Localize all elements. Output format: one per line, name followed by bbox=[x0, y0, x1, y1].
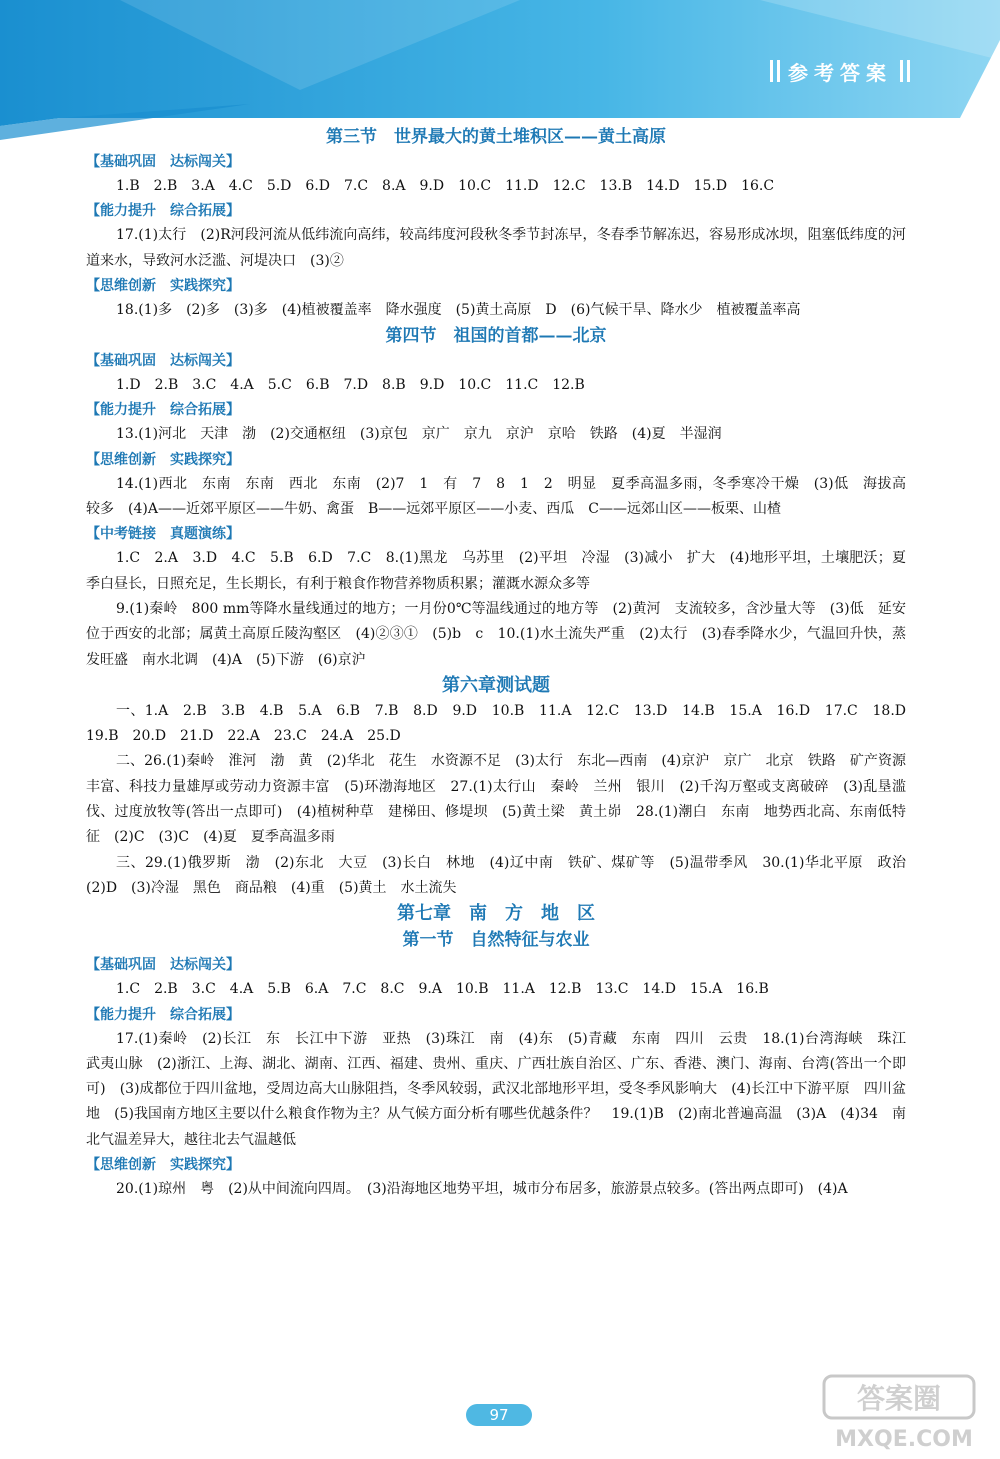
left-bar-icon bbox=[777, 60, 780, 82]
answer-content bbox=[86, 124, 920, 1202]
right-bar-icon bbox=[907, 60, 910, 82]
answer-paragraph: 三、29.(1)俄罗斯 渤 (2)东北 大豆 (3)长白 林地 (4)辽中南 铁矿、煤矿等 (5)温带季风 30.(1)华北平原 政治 (2)D (3)冷湿 黑色 商品粮 (4)重 (5)黄土 水土流失 bbox=[86, 854, 920, 896]
left-bar-icon bbox=[770, 60, 773, 82]
answer-paragraph: 一、1.A 2.B 3.B 4.B 5.A 6.B 7.B 8.D 9.D 10.B 11.A 12.C 13.D 14.B 15.A 16.D 17.C 18.D 19.B 20.D 21.D 22.A 23.C 24.A 25.D bbox=[86, 702, 920, 745]
category-tag: 【基础巩固 达标闯关】 bbox=[86, 957, 240, 974]
section-heading: 第三节 世界最大的黄土堆积区——黄土高原 bbox=[326, 127, 666, 147]
section-heading: 第一节 自然特征与农业 bbox=[402, 930, 590, 951]
chapter-heading: 第七章 南 方 地 区 bbox=[397, 903, 595, 925]
answer-paragraph: 17.(1)太行 (2)R河段河流从低纬流向高纬，较高纬度河段秋冬季节封冻早，冬春季节解冻迟，容易形成冰坝，阻塞低纬度的河道来水，导致河水泛滥、河堤决口 (3)② bbox=[86, 227, 906, 269]
answer-paragraph: 二、26.(1)秦岭 淮河 渤 黄 (2)华北 花生 水资源不足 (3)太行 东北—西南 (4)京沪 京广 北京 铁路 矿产资源丰富、科技力量雄厚或劳动力资源丰富 (5)环渤海地区 27.(1)太行山 秦岭 兰州 银川 (2)千沟万壑或支离破碎 (3)乱垦滥伐、过度放牧等(答出一点即可) (4)植树种草 建梯田、修堤坝 (5)黄土梁 黄土峁 28.(1)潮白 东南 地势西北高、东南低特征 (2)C (3)C (4)夏 夏季高温多雨 bbox=[86, 753, 906, 846]
answer-paragraph: 1.C 2.B 3.C 4.A 5.B 6.A 7.C 8.C 9.A 10.B 11.A 12.B 13.C 14.D 15.A 16.B bbox=[116, 981, 769, 998]
category-tag: 【中考链接 真题演练】 bbox=[86, 526, 240, 543]
answer-paragraph: 1.B 2.B 3.A 4.C 5.D 6.D 7.C 8.A 9.D 10.C 11.D 12.C 13.B 14.D 15.D 16.C bbox=[116, 178, 775, 194]
answer-paragraph: 18.(1)多 (2)多 (3)多 (4)植被覆盖率 降水强度 (5)黄土高原 D (6)气候干旱、降水少 植被覆盖率高 bbox=[116, 301, 801, 318]
chapter-test-heading: 第六章测试题 bbox=[442, 674, 550, 696]
answer-paragraph: 20.(1)琼州 粤 (2)从中间流向四周。 (3)沿海地区地势平坦，城市分布居多，旅游景点较多。(答出两点即可) (4)A bbox=[116, 1181, 848, 1198]
answer-paragraph: 9.(1)秦岭 800 mm等降水量线通过的地方；一月份0℃等温线通过的地方等 (2)黄河 支流较多，含沙量大等 (3)低 延安位于西安的北部；属黄土高原丘陵沟壑区 (4)②③① (5)b c 10.(1)水土流失严重 (2)太行 (3)春季降水少，气温回升快，蒸发旺盛 南水北调 (4)A (5)下游 (6)京沪 bbox=[86, 600, 906, 668]
category-tag: 【能力提升 综合拓展】 bbox=[86, 203, 240, 220]
watermark-subtext: MXQE.COM bbox=[835, 1427, 973, 1452]
category-tag: 【基础巩固 达标闯关】 bbox=[86, 353, 240, 370]
watermark-text: 答案圈 bbox=[856, 1382, 942, 1415]
category-tag: 【基础巩固 达标闯关】 bbox=[86, 154, 240, 170]
answer-paragraph: 14.(1)西北 东南 东南 西北 东南 (2)7 1 有 7 8 1 2 明显 夏季高温多雨，冬季寒冷干燥 (3)低 海拔高 较多 (4)A——近郊平原区——牛奶、禽蛋 B——远郊平原区——小麦、西瓜 C——远郊山区——板栗、山楂 bbox=[86, 475, 920, 518]
answer-paragraph: 1.C 2.A 3.D 4.C 5.B 6.D 7.C 8.(1)黑龙 乌苏里 (2)平坦 冷湿 (3)减小 扩大 (4)地形平坦，土壤肥沃；夏季白昼长，日照充足，生长期长，有利于粮食作物营养物质积累；灌溉水源众多等 bbox=[86, 550, 906, 592]
answer-paragraph: 1.D 2.B 3.C 4.A 5.C 6.B 7.D 8.B 9.D 10.C 11.C 12.B bbox=[116, 377, 585, 394]
category-tag: 【思维创新 实践探究】 bbox=[86, 277, 240, 294]
answer-key-header bbox=[760, 54, 920, 88]
watermark-logo bbox=[820, 1372, 990, 1452]
page-number: 97 bbox=[466, 1404, 532, 1426]
header-title: 参考答案 bbox=[788, 60, 892, 85]
category-tag: 【思维创新 实践探究】 bbox=[86, 451, 240, 468]
right-bar-icon bbox=[900, 60, 903, 82]
category-tag: 【能力提升 综合拓展】 bbox=[86, 1006, 240, 1023]
section-heading: 第四节 祖国的首都——北京 bbox=[385, 326, 607, 347]
answer-paragraph: 13.(1)河北 天津 渤 (2)交通枢纽 (3)京包 京广 京九 京沪 京哈 铁路 (4)夏 半湿润 bbox=[116, 426, 722, 443]
category-tag: 【能力提升 综合拓展】 bbox=[86, 402, 240, 419]
answer-paragraph: 17.(1)秦岭 (2)长江 东 长江中下游 亚热 (3)珠江 南 (4)东 (5)青藏 东南 四川 云贵 18.(1)台湾海峡 珠江 武夷山脉 (2)浙江、上海、湖北、湖南、江西、福建、贵州、重庆、广西壮族自治区、广东、香港、澳门、海南、台湾(答出一个即可) (3)成都位于四川盆地，受周边高大山脉阻挡，冬季风较弱，武汉北部地形平坦，受冬季风影响大 (4)长江中下游平原 四川盆地 (5)我国南方地区主要以什么粮食作物为主？从气候方面分析有哪些优越条件？ 19.(1)B (2)南北普遍高温 (3)A (4)34 南北气温差异大，越往北去气温越低 bbox=[86, 1030, 920, 1148]
category-tag: 【思维创新 实践探究】 bbox=[86, 1157, 240, 1174]
